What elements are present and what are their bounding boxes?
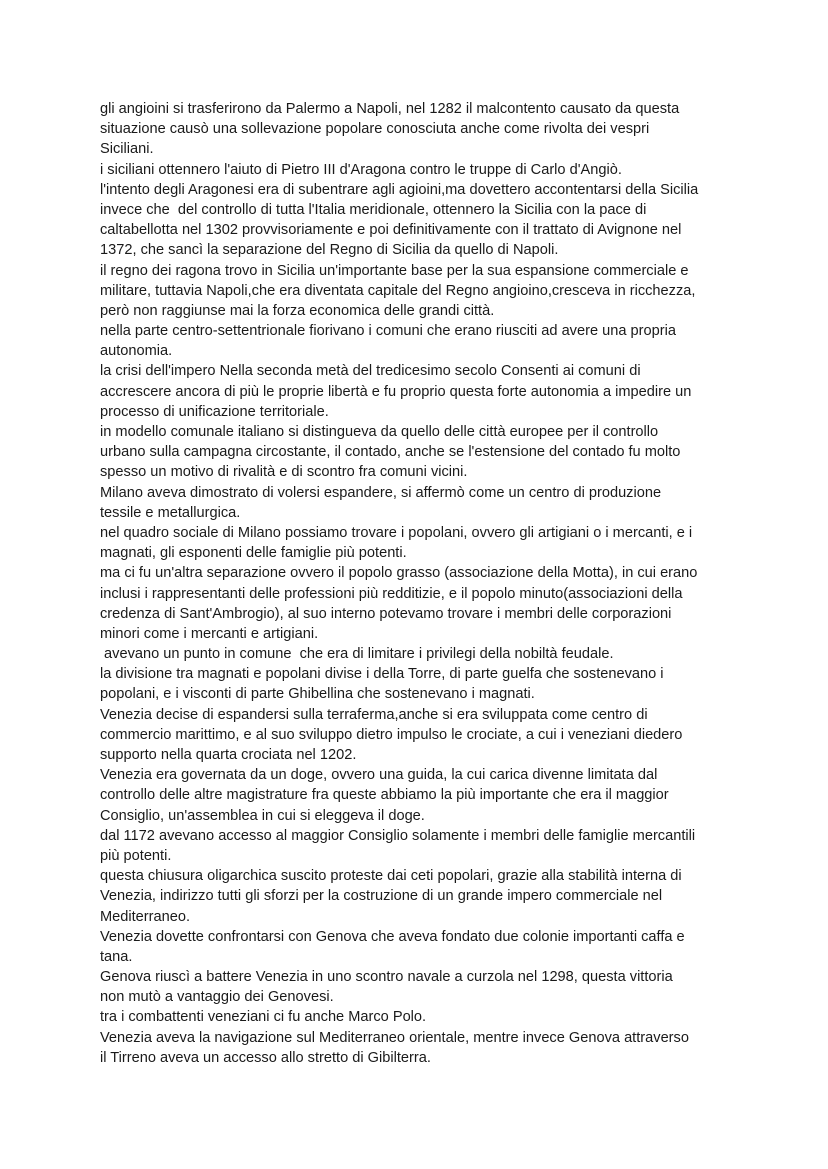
text-line: ma ci fu un'altra separazione ovvero il popolo grasso (associazione della Motta), in cui erano — [100, 565, 698, 582]
text-line: tana. — [100, 948, 133, 965]
text-line: credenza di Sant'Ambrogio), al suo interno potevamo trovare i membri delle corporazioni — [100, 605, 672, 622]
text-line: Milano aveva dimostrato di volersi espandere, si affermò come un centro di produzione — [100, 484, 662, 501]
text-line: Venezia aveva la navigazione sul Mediterraneo orientale, mentre invece Genova attraverso — [100, 1029, 689, 1046]
text-line: accrescere ancora di più le proprie libertà e fu proprio questa forte autonomia a impedire un — [100, 383, 692, 400]
text-line: controllo delle altre magistrature fra queste abbiamo la più importante che era il maggior — [100, 787, 669, 804]
text-line: situazione causò una sollevazione popolare conosciuta anche come rivolta dei vespri — [100, 121, 650, 138]
text-line: minori come i mercanti e artigiani. — [100, 625, 319, 642]
text-line: Venezia era governata da un doge, ovvero una guida, la cui carica divenne limitata dal — [100, 767, 658, 784]
text-line: supporto nella quarta crociata nel 1202. — [100, 747, 357, 763]
text-line: non mutò a vantaggio dei Genovesi. — [100, 989, 334, 1006]
text-line: caltabellotta nel 1302 provvisoriamente e poi definitivamente con il trattato di Avignone nel — [100, 222, 682, 239]
text-line: nella parte centro-settentrionale fiorivano i comuni che erano riusciti ad avere una propria — [100, 323, 676, 340]
text-line: Venezia decise di espandersi sulla terraferma,anche si era sviluppata come centro di — [100, 706, 648, 723]
text-line: però non raggiunse mai la forza economica delle grandi città. — [100, 302, 495, 319]
text-line: avevano un punto in comune che era di limitare i privilegi della nobiltà feudale. — [100, 646, 614, 663]
document-text-body — [100, 99, 740, 1068]
text-line: Venezia dovette confrontarsi con Genova che aveva fondato due colonie importanti caffa e — [100, 928, 685, 945]
text-line: autonomia. — [100, 343, 173, 360]
text-line: Mediterraneo. — [100, 908, 191, 925]
text-line: gli angioini si trasferirono da Palermo a Napoli, nel 1282 il malcontento causato da questa — [100, 101, 680, 117]
text-line: i siciliani ottennero l'aiuto di Pietro III d'Aragona contro le truppe di Carlo d'Angiò. — [100, 161, 622, 178]
text-line: il Tirreno aveva un accesso allo stretto di Gibilterra. — [100, 1049, 431, 1066]
text-line: invece che del controllo di tutta l'Italia meridionale, ottennero la Sicilia con la pace di — [100, 201, 647, 218]
text-line: nel quadro sociale di Milano possiamo trovare i popolani, ovvero gli artigiani o i mercanti, e i — [100, 524, 693, 541]
text-line: urbano sulla campagna circostante, il contado, anche se l'estensione del contado fu molto — [100, 444, 681, 461]
text-line: l'intento degli Aragonesi era di subentrare agli agioini,ma dovettero accontentarsi della Sicilia — [100, 181, 699, 198]
text-line: questa chiusura oligarchica suscito proteste dai ceti popolari, grazie alla stabilità interna di — [100, 868, 682, 885]
text-line: inclusi i rappresentanti delle professioni più redditizie, e il popolo minuto(associazioni della — [100, 585, 683, 602]
text-line: dal 1172 avevano accesso al maggior Consiglio solamente i membri delle famiglie mercantili — [100, 827, 696, 844]
text-line: il regno dei ragona trovo in Sicilia un'importante base per la sua espansione commerciale e — [100, 262, 689, 279]
text-line: tessile e metallurgica. — [100, 504, 241, 521]
text-line: la divisione tra magnati e popolani divise i della Torre, di parte guelfa che sostenevano i — [100, 666, 664, 683]
text-line: processo di unificazione territoriale. — [100, 403, 329, 420]
text-line: magnati, gli esponenti delle famiglie più potenti. — [100, 545, 407, 562]
text-line: popolani, e i visconti di parte Ghibellina che sostenevano i magnati. — [100, 686, 535, 703]
text-line: spesso un motivo di rivalità e di scontro fra comuni vicini. — [100, 464, 468, 481]
text-line: militare, tuttavia Napoli,che era diventata capitale del Regno angioino,cresceva in ricchezza, — [100, 282, 696, 299]
text-line: Venezia, indirizzo tutti gli sforzi per la costruzione di un grande impero commerciale nel — [100, 888, 663, 905]
text-line: Consiglio, un'assemblea in cui si eleggeva il doge. — [100, 807, 425, 824]
text-line: più potenti. — [100, 847, 172, 864]
text-line: 1372, che sancì la separazione del Regno di Sicilia da quello di Napoli. — [100, 242, 559, 259]
text-line: tra i combattenti veneziani ci fu anche Marco Polo. — [100, 1009, 427, 1026]
text-line: commercio marittimo, e al suo sviluppo dietro impulso le crociate, a cui i veneziani diedero — [100, 726, 683, 743]
text-line: Genova riuscì a battere Venezia in uno scontro navale a curzola nel 1298, questa vittoria — [100, 969, 673, 986]
text-line: in modello comunale italiano si distingueva da quello delle città europee per il controllo — [100, 424, 659, 440]
text-line: la crisi dell'impero Nella seconda metà del tredicesimo secolo Consenti ai comuni di — [100, 363, 641, 380]
text-line: Siciliani. — [100, 141, 154, 158]
